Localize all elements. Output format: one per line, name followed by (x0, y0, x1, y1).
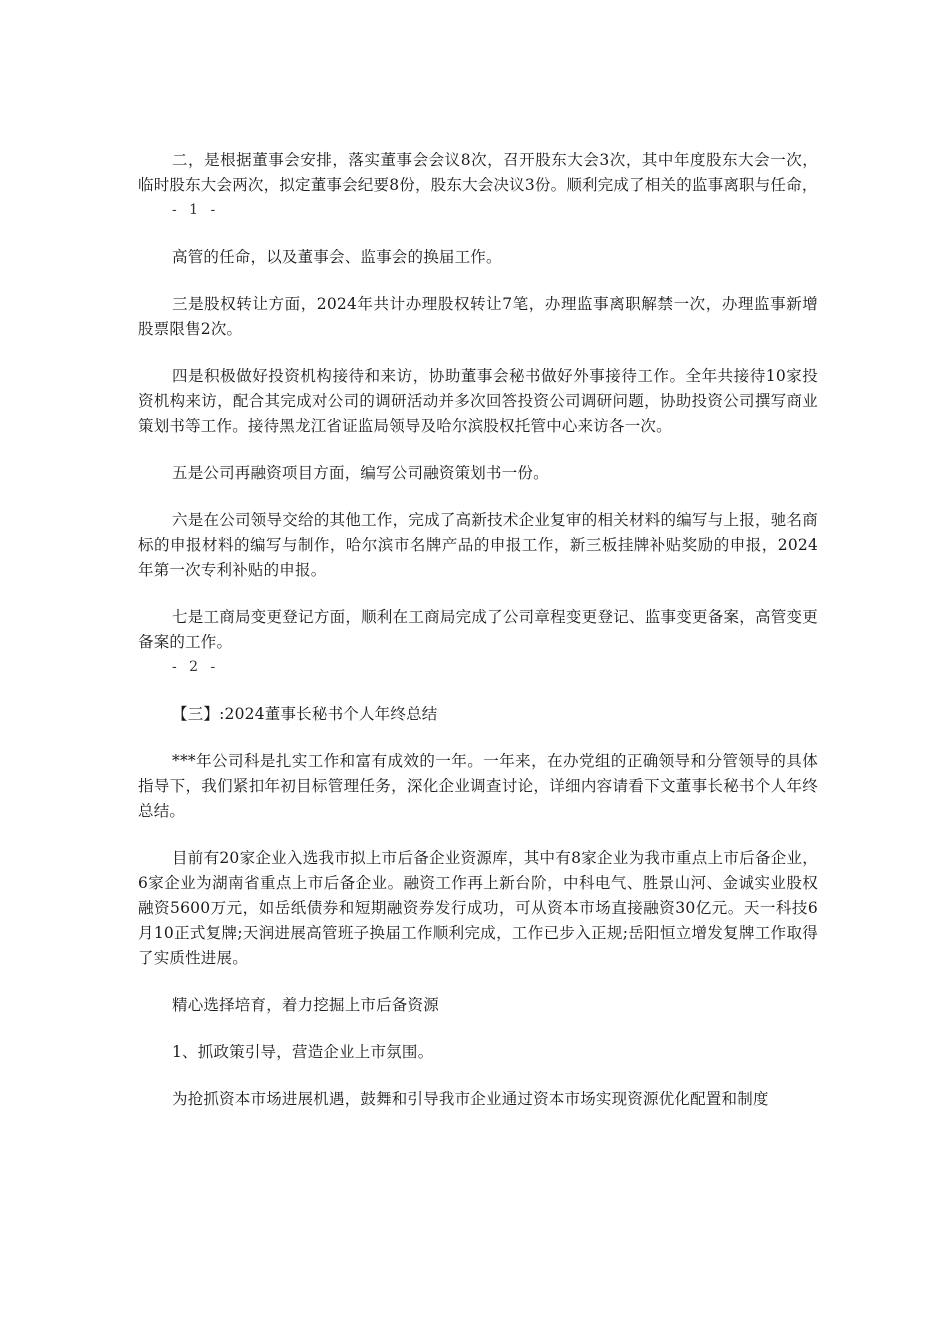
paragraph-business-registration: 七是工商局变更登记方面，顺利在工商局完成了公司章程变更登记、监事变更备案，高管变更备案的工作。 (138, 608, 818, 651)
document-page (138, 148, 818, 1112)
paragraph-investor-reception: 四是积极做好投资机构接待和来访，协助董事会秘书做好外事接待工作。全年共接待10家投资机构来访，配合其完成对公司的调研活动并多次回答投资公司调研问题，协助投资公司撰写商业策划书等工作。接待黑龙江省证监局领导及哈尔滨股权托管中心来访各一次。 (138, 367, 818, 435)
page-number-2: - 2 - (172, 659, 220, 675)
paragraph-board-meetings: 二，是根据董事会安排，落实董事会会议8次，召开股东大会3次，其中年度股东大会一次，临时股东大会两次，拟定董事会纪要8份，股东大会决议3份。顺利完成了相关的监事离职与任命， (138, 151, 818, 194)
paragraph-executive-appointments: 高管的任命，以及董事会、监事会的换届工作。 (172, 248, 502, 266)
paragraph-subheading-cultivation: 精心选择培育，着力挖掘上市后备资源 (172, 996, 439, 1014)
paragraph-annual-intro: ***年公司科是扎实工作和富有成效的一年。一年来，在办党组的正确领导和分管领导的具体指导下，我们紧扣年初目标管理任务，深化企业调查讨论，详细内容请看下文董事长秘书个人年终总结。 (138, 752, 818, 820)
paragraph-capital-market: 为抢抓资本市场进展机遇，鼓舞和引导我市企业通过资本市场实现资源优化配置和制度 (172, 1090, 769, 1108)
section-heading: 【三】:2024董事长秘书个人年终总结 (172, 705, 438, 723)
paragraph-policy-guidance: 1、抓政策引导，营造企业上市氛围。 (172, 1043, 434, 1061)
paragraph-refinancing: 五是公司再融资项目方面，编写公司融资策划书一份。 (172, 464, 549, 482)
paragraph-listing-reserves: 目前有20家企业入选我市拟上市后备企业资源库，其中有8家企业为我市重点上市后备企业，6家企业为湖南省重点上市后备企业。融资工作再上新台阶，中科电气、胜景山河、金诚实业股权融资5600万元，如岳纸债券和短期融资券发行成功，可从资本市场直接融资30亿元。天一科技6月10正式复牌;天润进展高管班子换届工作顺利完成，工作已步入正规;岳阳恒立增发复牌工作取得了实质性进展。 (138, 849, 818, 967)
page-number-1: - 1 - (172, 202, 220, 218)
paragraph-equity-transfer: 三是股权转让方面，2024年共计办理股权转让7笔，办理监事离职解禁一次，办理监事新增股票限售2次。 (138, 295, 818, 338)
paragraph-other-work: 六是在公司领导交给的其他工作，完成了高新技术企业复审的相关材料的编写与上报，驰名商标的申报材料的编写与制作，哈尔滨市名牌产品的申报工作，新三板挂牌补贴奖励的申报，2024年第一次专利补贴的申报。 (138, 511, 818, 579)
